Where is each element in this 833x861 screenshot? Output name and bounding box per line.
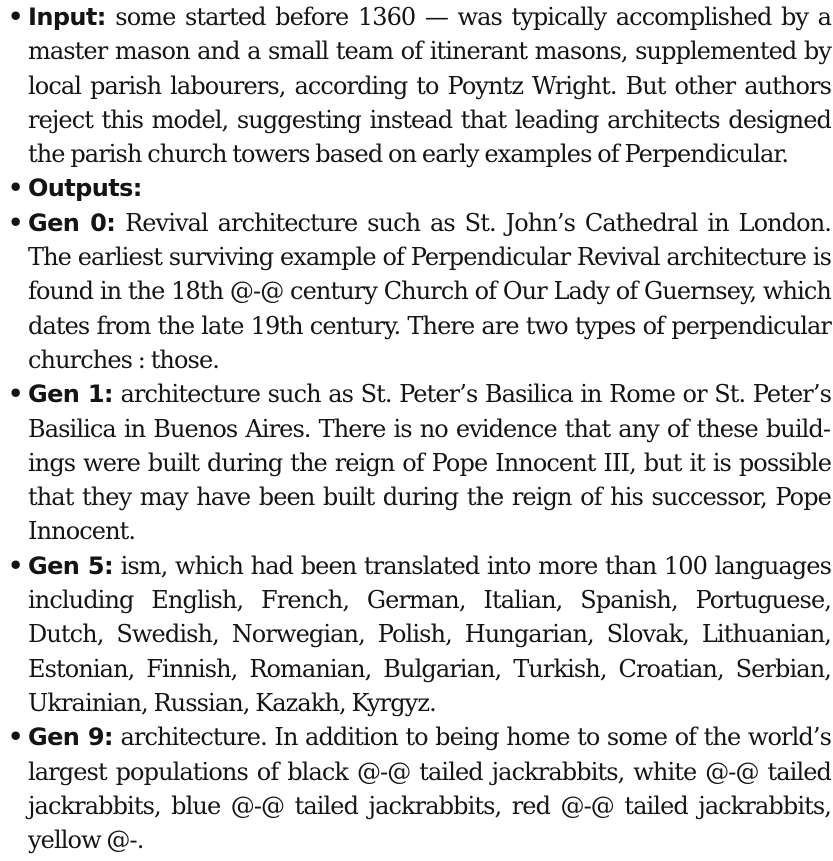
item-label: Outputs: <box>28 174 142 203</box>
item-text: architecture. In addition to being home to some of the world’s largest populations of black @-@ tailed jackrabbits, white @-@ tailed jackrabbits, blue @-@ tailed jackrabbits, red @-@ tailed jackrabbits, yellow @-. <box>28 723 831 855</box>
bullet-item-input <box>6 0 831 171</box>
bullet-item-gen-1 <box>6 377 831 548</box>
bullet-list <box>6 0 831 857</box>
item-text: Revival architecture such as St. John’s Cathedral in London. The earliest surviving example of Perpendicular Revival architecture is found in the 18th @-@ century Church of Our Lady of Guernsey, which dates from the late 19th century. There are two types of perpendicular churches : those. <box>28 208 831 374</box>
item-label: Gen 5: <box>28 551 113 580</box>
bullet-dot-icon: • <box>8 2 23 31</box>
item-label: Gen 1: <box>28 380 113 409</box>
bullet-dot-icon: • <box>8 173 23 203</box>
bullet-dot-icon: • <box>8 379 23 409</box>
bullet-item-gen-0 <box>6 206 831 377</box>
bullet-item-gen-5 <box>6 549 831 720</box>
item-text: architecture such as St. Peter’s Basilica in Rome or St. Peter’s Basilica in Buenos Aires. There is no evidence that any of these buildings were built during the reign of Pope Innocent III, but it is possible that they may have been built during the reign of his successor, Pope Innocent. <box>28 380 831 546</box>
bullet-dot-icon: • <box>8 207 23 237</box>
bullet-item-gen-9 <box>6 720 831 857</box>
bullet-dot-icon: • <box>8 722 23 752</box>
bullet-item-outputs <box>6 171 831 205</box>
item-label: Input: <box>28 3 106 31</box>
item-label: Gen 9: <box>28 723 113 752</box>
item-text: ism, which had been translated into more than 100 languages including English, French, German, Italian, Spanish, Portuguese, Dutch, Swedish, Norwegian, Polish, Hungarian, Slovak, Lithuanian, Estonian, Finnish, Romanian, Bulgarian, Turkish, Croatian, Serbian, Ukrainian, Russian, Kazakh, Kyrgyz. <box>28 551 831 717</box>
bullet-dot-icon: • <box>8 550 23 580</box>
item-text: some started before 1360 — was typically accomplished by a master mason and a small team of itinerant masons, supplemented by local parish labourers, according to Poyntz Wright. But other authors reject this model, suggesting instead that leading architects designed the parish church towers based on early examples of Perpendicular. <box>28 3 832 169</box>
item-label: Gen 0: <box>28 208 116 237</box>
